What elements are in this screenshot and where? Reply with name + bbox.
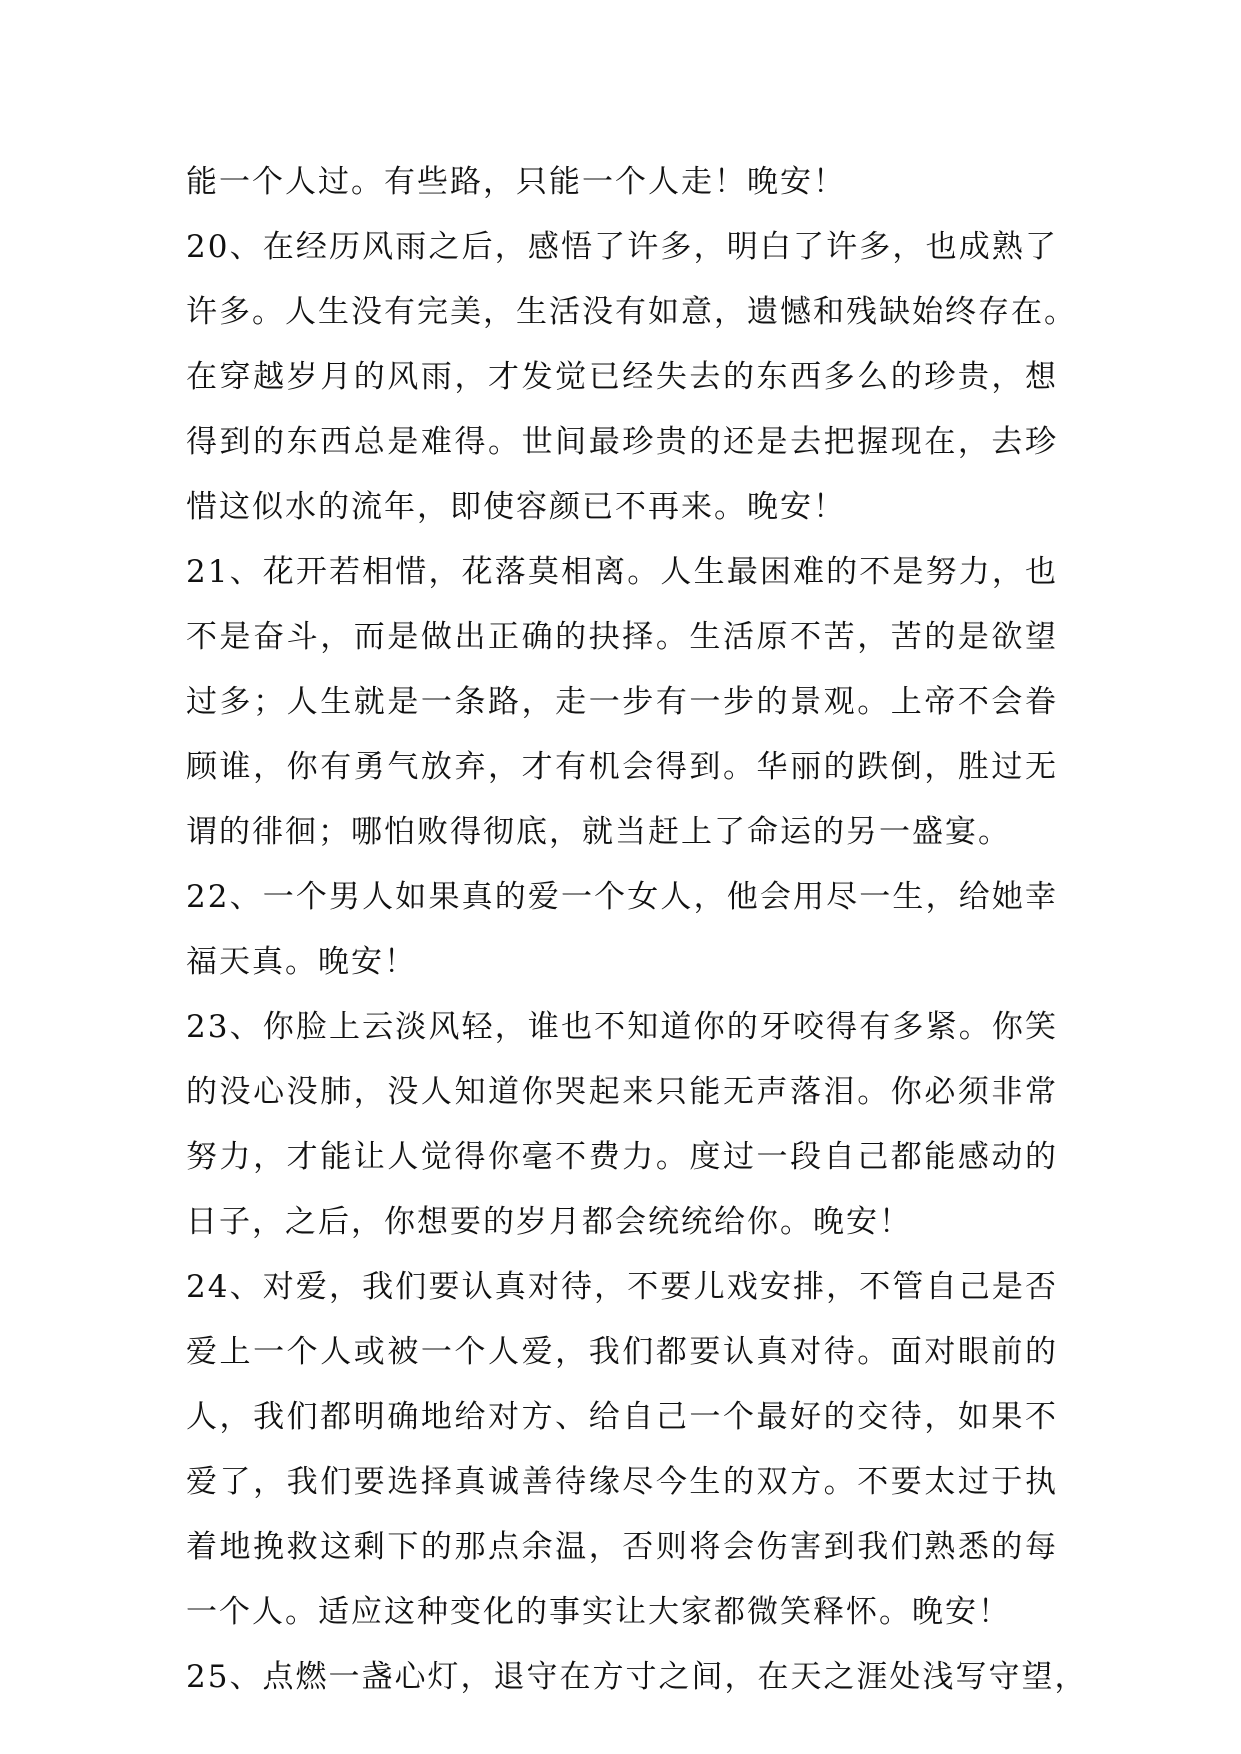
document-body: [186, 150, 1088, 1710]
text-line: 24、对爱，我们要认真对待，不要儿戏安排，不管自己是否: [186, 1269, 1058, 1305]
text-line: 不是奋斗，而是做出正确的抉择。生活原不苦，苦的是欲望: [186, 619, 1058, 655]
text-line: 着地挽救这剩下的那点余温，否则将会伤害到我们熟悉的每: [186, 1529, 1058, 1565]
text-line: 许多。人生没有完美，生活没有如意，遗憾和残缺始终存在。: [186, 294, 1077, 330]
text-line: 23、你脸上云淡风轻，谁也不知道你的牙咬得有多紧。你笑: [186, 1009, 1058, 1045]
text-line: 20、在经历风雨之后，感悟了许多，明白了许多，也成熟了: [186, 229, 1058, 265]
text-line: 在穿越岁月的风雨，才发觉已经失去的东西多么的珍贵，想: [186, 359, 1058, 395]
text-line: 21、花开若相惜，花落莫相离。人生最困难的不是努力，也: [186, 554, 1058, 590]
text-line: 惜这似水的流年，即使容颜已不再来。晚安！: [186, 489, 846, 525]
text-line: 爱上一个人或被一个人爱，我们都要认真对待。面对眼前的: [186, 1334, 1058, 1370]
text-line: 能一个人过。有些路，只能一个人走！晚安！: [186, 164, 846, 200]
text-line: 22、一个男人如果真的爱一个女人，他会用尽一生，给她幸: [186, 879, 1058, 915]
text-line: 25、点燃一盏心灯，退守在方寸之间，在天之涯处浅写守望，: [186, 1659, 1088, 1695]
text-line: 过多；人生就是一条路，走一步有一步的景观。上帝不会眷: [186, 684, 1058, 720]
text-line: 努力，才能让人觉得你毫不费力。度过一段自己都能感动的: [186, 1139, 1058, 1175]
text-line: 人，我们都明确地给对方、给自己一个最好的交待，如果不: [186, 1399, 1058, 1435]
text-line: 爱了，我们要选择真诚善待缘尽今生的双方。不要太过于执: [186, 1464, 1058, 1500]
text-line: 日子，之后，你想要的岁月都会统统给你。晚安！: [186, 1204, 912, 1240]
text-line: 谓的徘徊；哪怕败得彻底，就当赶上了命运的另一盛宴。: [186, 814, 1011, 850]
text-line: 一个人。适应这种变化的事实让大家都微笑释怀。晚安！: [186, 1594, 1011, 1630]
text-line: 福天真。晚安！: [186, 944, 417, 980]
text-line: 得到的东西总是难得。世间最珍贵的还是去把握现在，去珍: [186, 424, 1058, 460]
text-line: 顾谁，你有勇气放弃，才有机会得到。华丽的跌倒，胜过无: [186, 749, 1058, 785]
text-line: 的没心没肺，没人知道你哭起来只能无声落泪。你必须非常: [186, 1074, 1058, 1110]
